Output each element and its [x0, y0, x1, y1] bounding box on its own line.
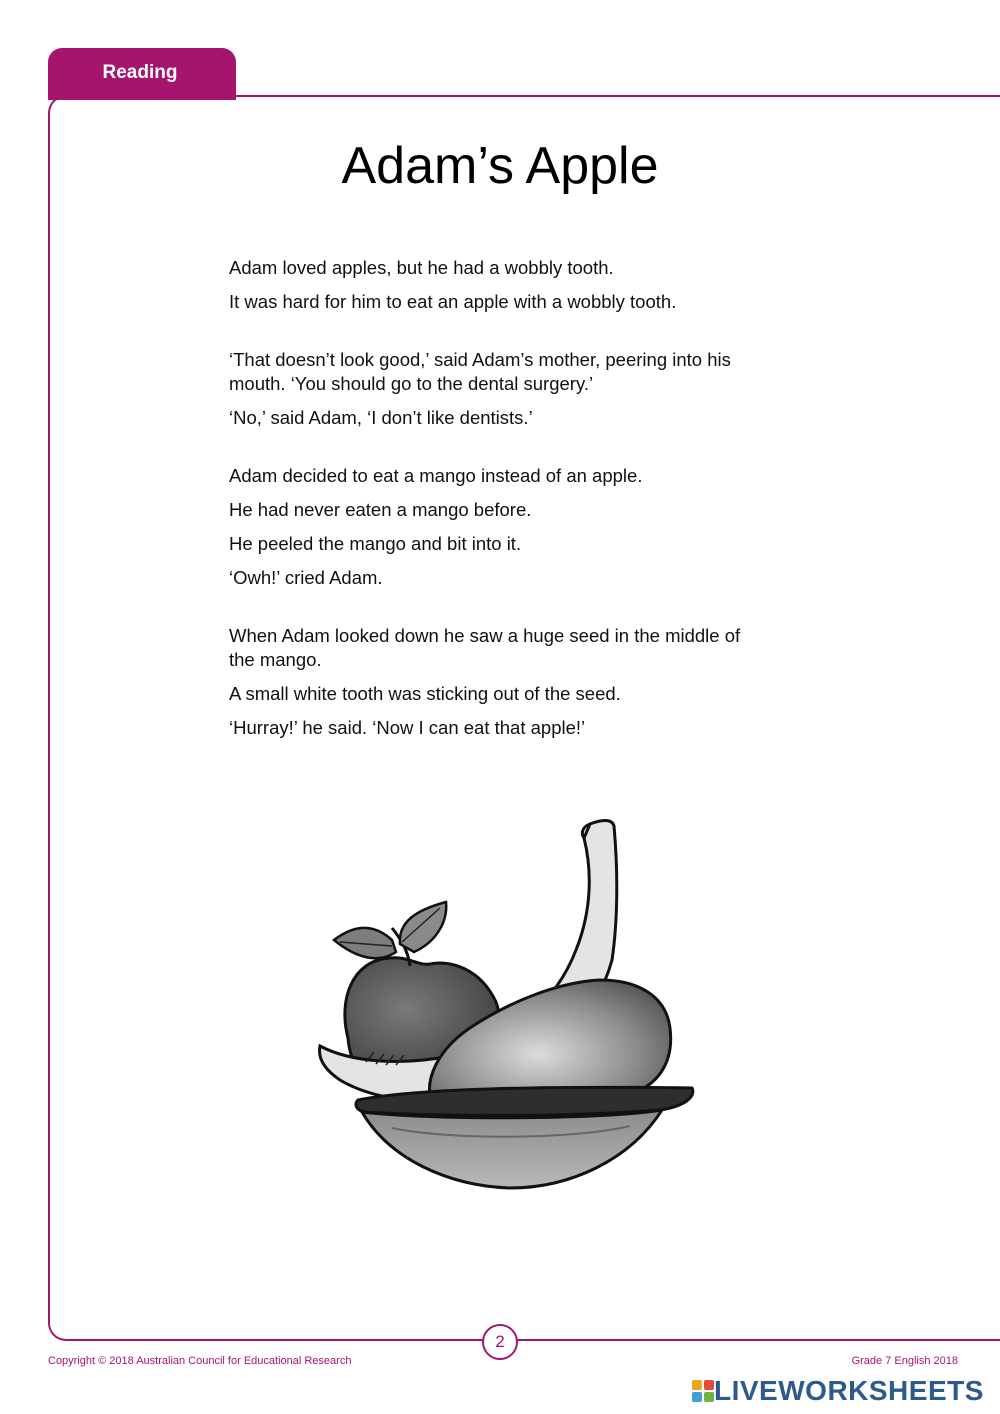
story-line: He peeled the mango and bit into it.	[229, 533, 522, 554]
story-line: Adam loved apples, but he had a wobbly tooth.	[229, 257, 614, 278]
story-paragraph	[229, 464, 769, 590]
story-line: ‘No,’ said Adam, ‘I don’t like dentists.’	[229, 407, 533, 428]
story-line: ‘Owh!’ cried Adam.	[229, 567, 383, 588]
story-line: It was hard for him to eat an apple with a wobbly tooth.	[229, 291, 677, 312]
story-paragraph	[229, 256, 769, 314]
liveworksheets-logo[interactable]	[690, 1374, 990, 1408]
story-line: ‘Hurray!’ he said. ‘Now I can eat that apple!’	[229, 717, 586, 738]
liveworksheets-brand: LIVEWORKSHEETS	[714, 1375, 984, 1406]
page-number: 2	[482, 1324, 518, 1360]
story-line: Adam decided to eat a mango instead of an apple.	[229, 465, 643, 486]
bowl-icon	[362, 1110, 662, 1188]
story-paragraph	[229, 348, 769, 430]
story-paragraph	[229, 624, 769, 740]
story-body	[229, 256, 769, 774]
section-tab-label: Reading	[102, 62, 178, 83]
story-title: Adam’s Apple	[341, 137, 659, 195]
story-line: ‘That doesn’t look good,’ said Adam’s mother, peering into his mouth. ‘You should go to the dental surgery.’	[229, 349, 731, 394]
story-line: When Adam looked down he saw a huge seed in the middle of the mango.	[229, 625, 741, 670]
section-tab	[48, 48, 236, 100]
copyright-notice: Copyright © 2018 Australian Council for Educational Research	[48, 1355, 352, 1367]
fruit-bowl-illustration	[300, 810, 710, 1200]
story-line: He had never eaten a mango before.	[229, 499, 532, 520]
apple-leaf-icon	[334, 928, 396, 958]
story-line: A small white tooth was sticking out of the seed.	[229, 683, 621, 704]
liveworksheets-logo-icon	[690, 1378, 716, 1404]
grade-label: Grade 7 English 2018	[851, 1355, 958, 1367]
